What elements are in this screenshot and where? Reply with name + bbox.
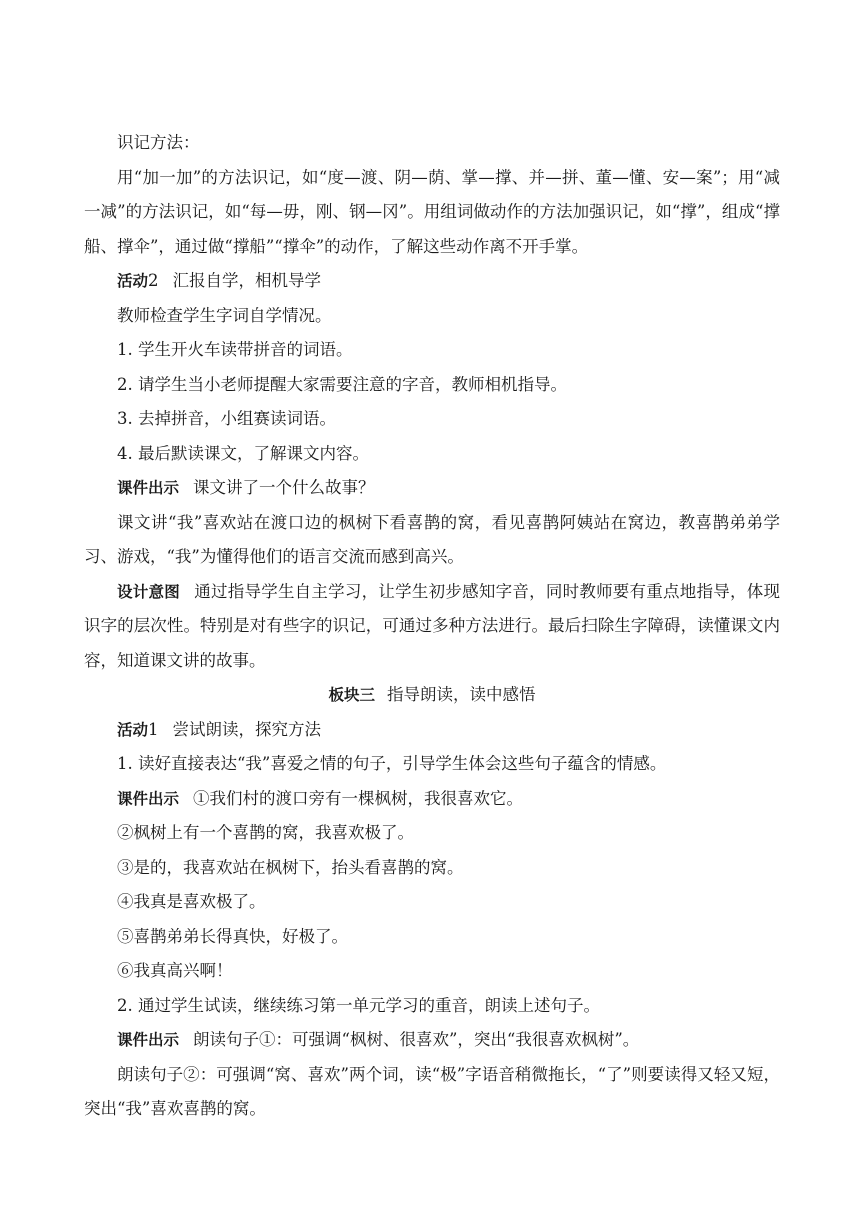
design-label: 设计意图 [117, 582, 180, 601]
activity-heading [84, 264, 780, 299]
paragraph: 教师检查学生字词自学情况。 [117, 305, 332, 325]
paragraph: 2. 通过学生试读，继续练习第一单元学习的重音，朗读上述句子。 [117, 995, 600, 1015]
document-body [84, 126, 780, 1127]
paragraph: ④我真是喜欢极了。 [117, 892, 266, 911]
activity-number: 1 [148, 719, 159, 739]
paragraph: ③是的，我喜欢站在枫树下，抬头看喜鹊的窝。 [117, 857, 464, 877]
paragraph: 1. 学生开火车读带拼音的词语。 [117, 340, 353, 359]
paragraph: 1. 读好直接表达“我”喜爱之情的句子，引导学生体会这些句子蕴含的情感。 [117, 754, 667, 773]
activity-title: 尝试朗读，探究方法 [172, 719, 322, 739]
activity-heading [84, 713, 780, 748]
courseware-line [84, 1023, 780, 1058]
courseware-text: 课文讲了一个什么故事？ [193, 478, 375, 497]
paragraph: 朗读句子②：可强调“窝、喜欢”两个词，读“极”字语音稍微拖长，“了”则要读得又轻又短，突出“我”喜欢喜鹊的窝。 [84, 1064, 780, 1118]
paragraph: 课文讲“我”喜欢站在渡口边的枫树下看喜鹊的窝，看见喜鹊阿姨站在窝边，教喜鹊弟弟学习、游戏，“我”为懂得他们的语言交流而感到高兴。 [84, 512, 780, 566]
activity-label: 活动 [117, 720, 149, 739]
paragraph: 用“加一加”的方法识记，如“度—渡、阴—荫、掌—撑、并—拼、董—懂、安—案”；用“减一减”的方法识记，如“每—毋，刚、钢—冈”。用组词做动作的方法加强识记，如“撑”，组成“撑船、撑伞”，通过做“撑船”“撑伞”的动作，了解这些动作离不开手掌。 [84, 167, 780, 256]
activity-number: 2 [148, 271, 159, 290]
design-intent [84, 575, 780, 679]
section-label: 板块三 [328, 686, 375, 704]
paragraph: 4. 最后默读课文，了解课文内容。 [117, 443, 369, 463]
activity-title: 汇报自学，相机导学 [172, 271, 322, 290]
courseware-label: 课件出示 [117, 1031, 180, 1049]
design-text: 通过指导学生自主学习，让学生初步感知字音，同时教师要有重点地指导，体现识字的层次性。特别是对有些字的识记，可通过多种方法进行。最后扫除生字障碍，读懂课文内容，知道课文讲的故事。 [84, 581, 780, 670]
courseware-text: ①我们村的渡口旁有一棵枫树，我很喜欢它。 [193, 788, 524, 808]
paragraph: 3. 去掉拼音，小组赛读词语。 [117, 409, 336, 428]
paragraph: 2. 请学生当小老师提醒大家需要注意的字音，教师相机指导。 [117, 374, 567, 394]
section-text: 指导朗读，读中感悟 [387, 685, 536, 704]
courseware-line [84, 782, 780, 817]
activity-label: 活动 [117, 272, 149, 290]
paragraph: ⑥我真高兴啊！ [117, 961, 233, 980]
courseware-label: 课件出示 [117, 789, 180, 808]
courseware-label: 课件出示 [117, 479, 180, 497]
courseware-line [84, 471, 780, 506]
paragraph: ②枫树上有一个喜鹊的窝，我喜欢极了。 [117, 823, 414, 842]
section-title [84, 678, 780, 713]
courseware-text: 朗读句子①：可强调“枫树、很喜欢”，突出“我很喜欢枫树”。 [193, 1030, 640, 1049]
paragraph: 识记方法： [117, 133, 200, 152]
paragraph: ⑤喜鹊弟弟长得真快，好极了。 [117, 926, 348, 946]
